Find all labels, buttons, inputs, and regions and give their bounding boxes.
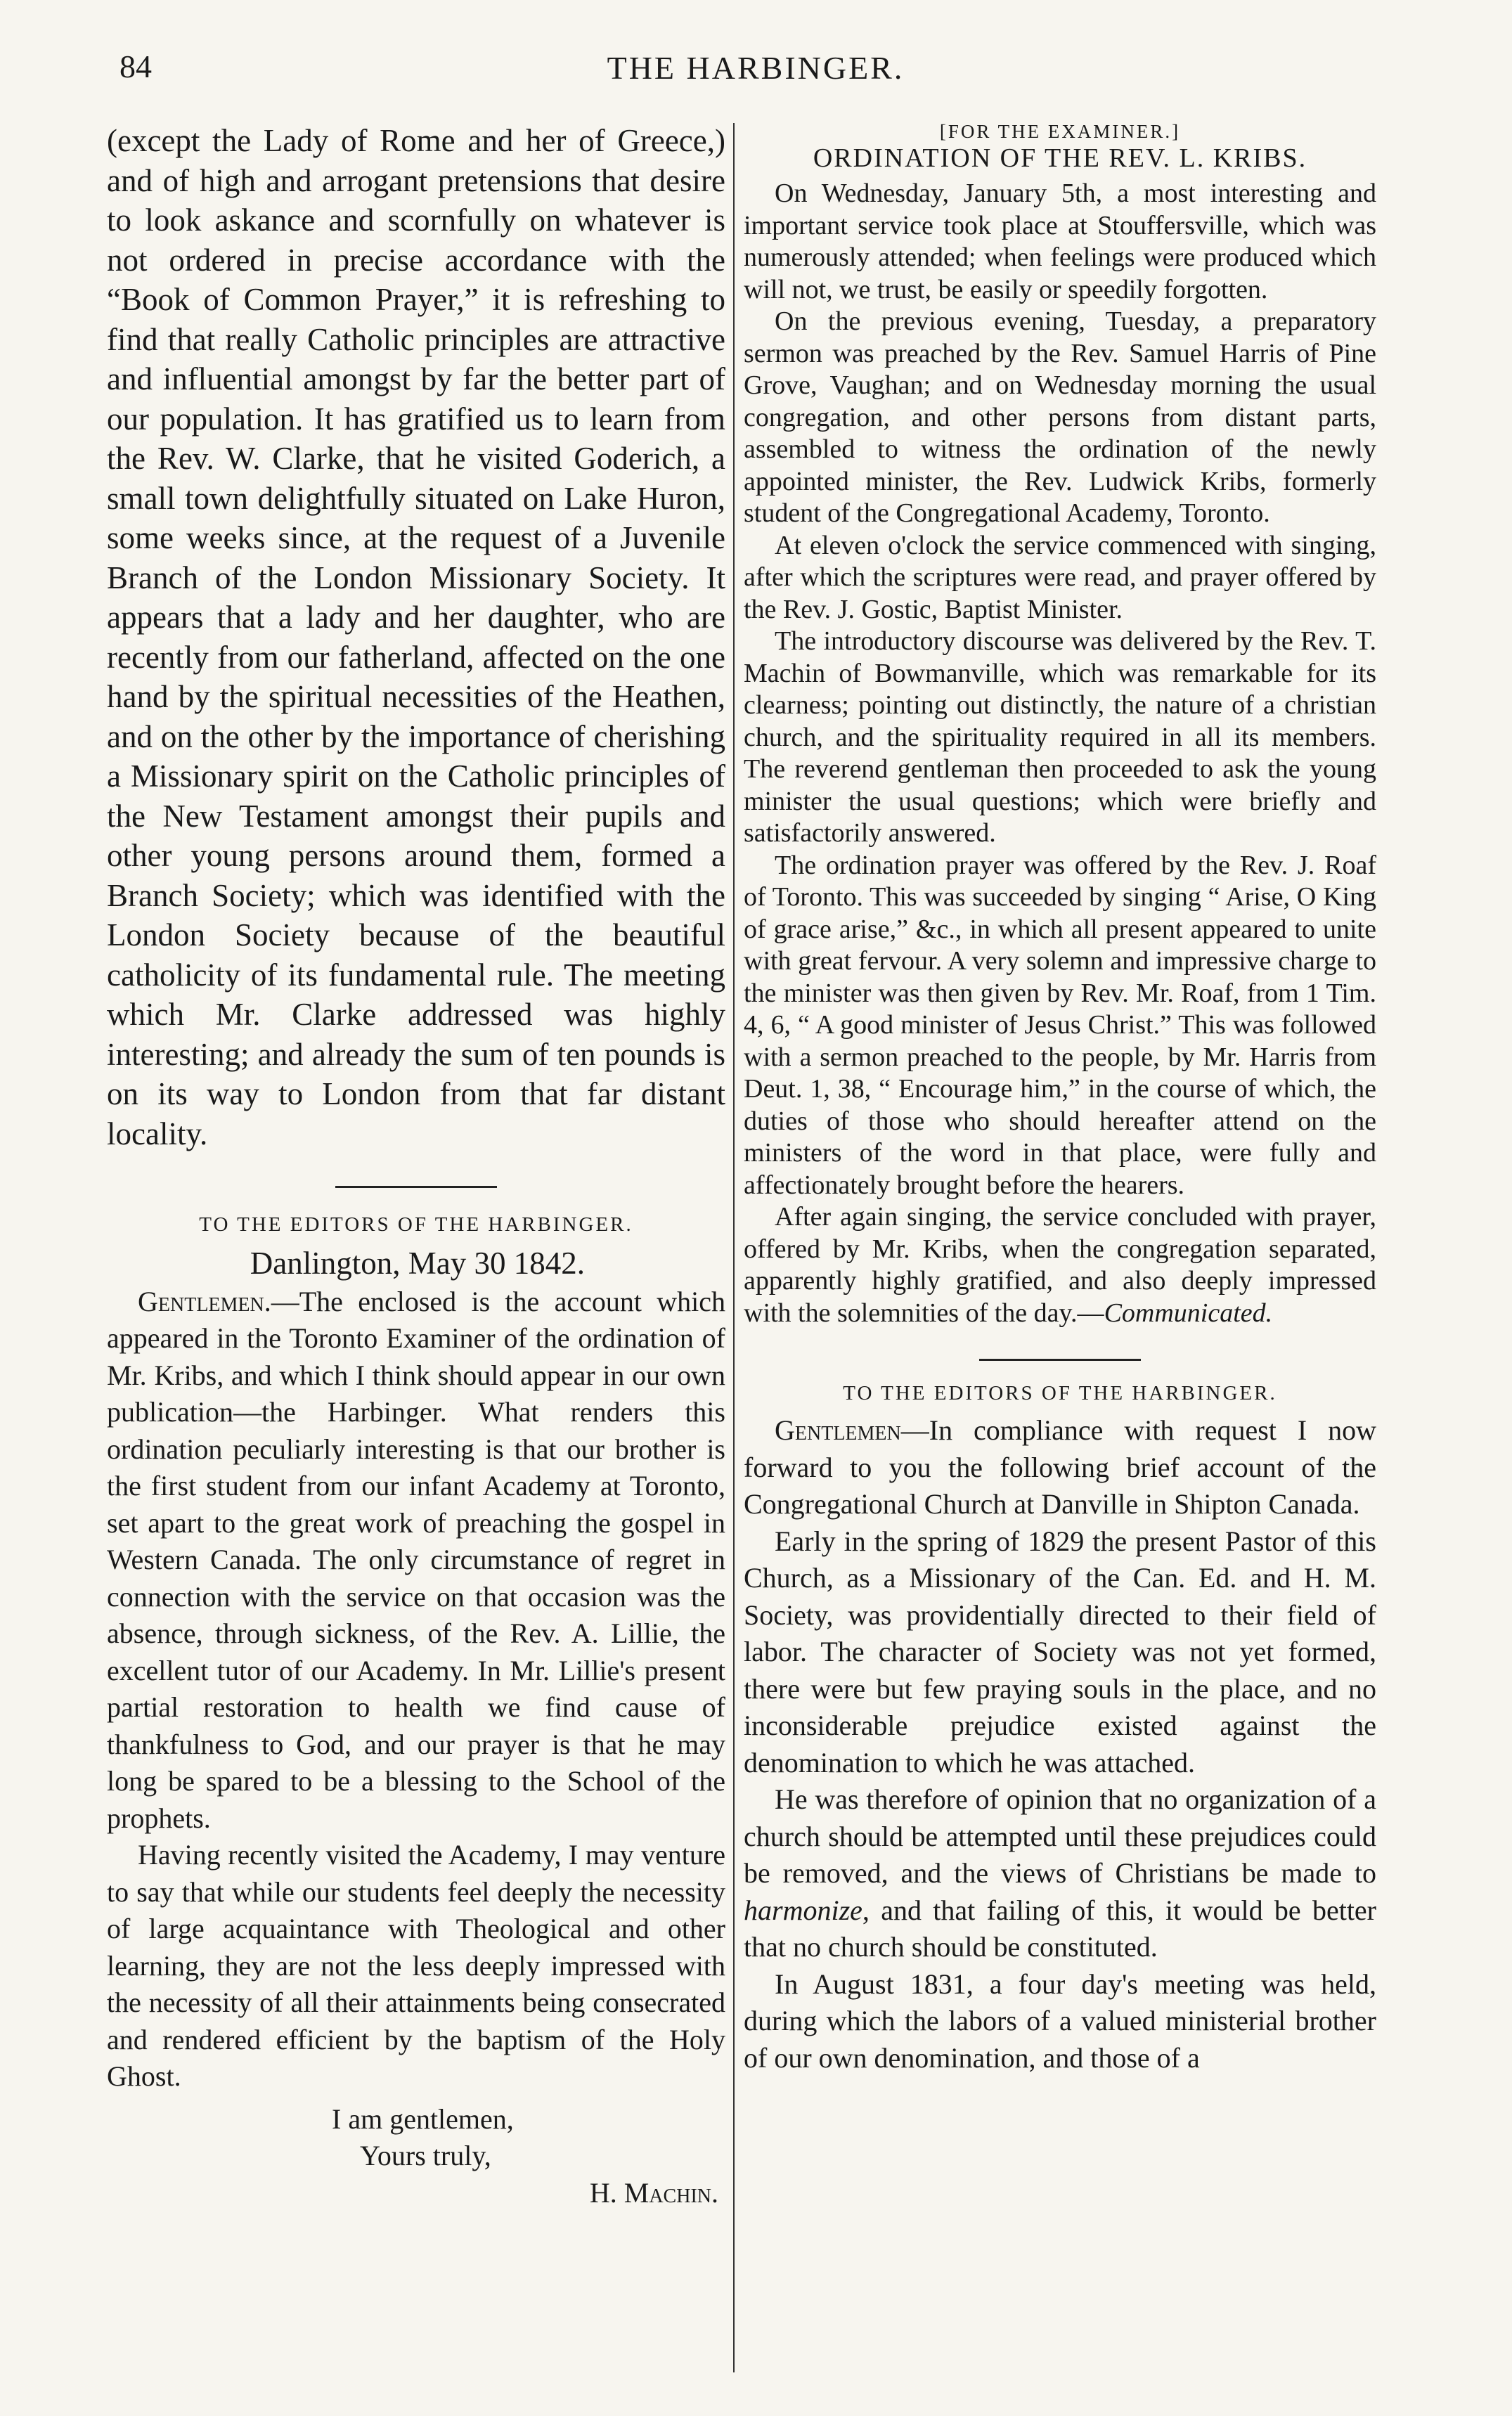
closing-line-2: Yours truly, xyxy=(360,2140,491,2171)
article-paragraph-final xyxy=(744,1201,1376,1329)
closing-line-1: I am gentlemen, xyxy=(332,2102,514,2135)
section-rule xyxy=(335,1186,497,1188)
letter-paragraph-1-text: —The enclosed is the account which appeared in the Toronto Examiner of the ordination of Mr. Kribs, and which I think should appear in our own publication—the Harbinger. What renders this ordination peculiarly interesting is that our brother is the first student from our infant Academy at Toronto, set apart to the great work of preaching the gospel in Western Canada. The only circumstance of regret in connection with the service on that occasion was the absence, through sickness, of the Rev. A. Lillie, the excellent tutor of our Academy. In Mr. Lillie's present partial restoration to health we find cause of thankfulness to God, and our prayer is that he may long be spared to be a blessing to the School of the prophets. xyxy=(107,1285,725,1834)
dateline: Danlington, May 30 1842. xyxy=(250,1246,585,1281)
letter-text-part: He was therefore of opinion that no organization of a church should be attempted until these prejudices could be removed, and the views of Christians be made to xyxy=(744,1783,1376,1889)
letter-paragraph xyxy=(744,1412,1376,1523)
letter-paragraph: Early in the spring of 1829 the present Pastor of this Church, as a Missionary of the Can. Ed. and H. M. Society, was providentially directed to their field of labor. The character of Society was not yet formed, there were but few praying souls in the place, and no inconsiderable prejudice existed against the denomination to which he was attached. xyxy=(744,1525,1376,1778)
article-paragraph: On the previous evening, Tuesday, a preparatory sermon was preached by the Rev. Samuel Harris of Pine Grove, Vaughan; and on Wednesday morning the usual congregation, and other persons from distant parts, assembled to witness the ordination of the newly appointed minister, the Rev. Ludwick Kribs, formerly student of the Congregational Academy, Toronto. xyxy=(744,306,1376,528)
letter-paragraph: In August 1831, a four day's meeting was held, during which the labors of a valued ministerial brother of our own denomination, and those of a xyxy=(744,1968,1376,2074)
article-paragraph: At eleven o'clock the service commenced with singing, after which the scriptures were read, and prayer offered by the Rev. J. Gostic, Baptist Minister. xyxy=(744,530,1376,624)
letter-paragraph-1 xyxy=(107,1284,725,1837)
article-title: ORDINATION OF THE REV. L. KRIBS. xyxy=(813,143,1307,173)
column-divider xyxy=(733,123,735,2372)
continued-paragraph: (except the Lady of Rome and her of Greece,) and of high and arrogant pretensions that desire to look askance and scornfully on whatever is not ordered in precise accordance with the “Book of Common Prayer,” it is refreshing to find that really Catholic principles are attractive and influential amongst by far the better part of our population. It has gratified us to learn from the Rev. W. Clarke, that he visited Goderich, a small town delightfully situated on Lake Huron, some weeks since, at the request of a Juvenile Branch of the London Missionary Society. It appears that a lady and her daughter, who are recently from our fatherland, affected on the one hand by the spiritual necessities of the Heathen, and on the other by the importance of cherishing a Missionary spirit on the Catholic principles of the New Testament amongst their pupils and other young persons around them, formed a Branch Society; which was identified with the London Society because of the beautiful catholicity of its fundamental rule. The meeting which Mr. Clarke addressed was highly interesting; and already the sum of ten pounds is on its way to London from that far distant locality. xyxy=(107,123,725,1151)
communicated-note: Communicated. xyxy=(1104,1298,1273,1328)
emphasis: harmonize xyxy=(744,1894,862,1926)
article-paragraph: The introductory discourse was delivered by the Rev. T. Machin of Bowmanville, which was remarkable for its clearness; pointing out distinctly, the nature of a christian church, and the spirituality required in all its members. The reverend gentleman then proceeded to ask the young minister the usual questions; which were briefly and satisfactorily answered. xyxy=(744,626,1376,848)
letter-paragraph-2: Having recently visited the Academy, I may venture to say that while our students feel deeply the necessity of large acquaintance with Theological and other learning, they are not the less deeply impressed with the necessity of all their attainments being consecrated and rendered efficient by the baptism of the Holy Ghost. xyxy=(107,1839,725,2092)
right-column xyxy=(744,121,1376,2076)
salutation: Gentlemen. xyxy=(138,1285,271,1317)
signature: H. Machin. xyxy=(589,2176,718,2209)
section-rule xyxy=(979,1359,1141,1361)
letter-paragraph-text: —In compliance with request I now forward to you the following brief account of the Congregational Church at Danville in Shipton Canada. xyxy=(744,1414,1376,1520)
salutation: Gentlemen xyxy=(775,1414,901,1446)
letter-paragraph xyxy=(744,1781,1376,1966)
letter-heading: TO THE EDITORS OF THE HARBINGER. xyxy=(843,1382,1277,1404)
article-paragraph: The ordination prayer was offered by the Rev. J. Roaf of Toronto. This was succeeded by singing “ Arise, O King of grace arise,” &c., in which all present appeared to unite with great fervour. A very solemn and impressive charge to the minister was then given by Rev. Mr. Roaf, from 1 Tim. 4, 6, “ A good minister of Jesus Christ.” This was followed with a sermon preached to the people, by Mr. Harris from Deut. 1, 38, “ Encourage him,” in the course of which, the duties of those who should hereafter attend on the ministers of the word in that place, were fully and affectionately brought before the hearers. xyxy=(744,850,1376,1200)
article-paragraph: On Wednesday, January 5th, a most interesting and important service took place at Stouffersville, which was numerously attended; when feelings were produced which will not, we trust, be easily or speedily forgotten. xyxy=(744,179,1376,304)
letter-heading: TO THE EDITORS OF THE HARBINGER. xyxy=(199,1213,633,1236)
letter-text-part: , and that failing of this, it would be better that no church should be constituted. xyxy=(744,1894,1376,1963)
page-number: 84 xyxy=(119,49,152,84)
article-paragraph-text: After again singing, the service concluded with prayer, offered by Mr. Kribs, when the congregation separated, apparently highly gratified, and also deeply impressed with the solemnities of the day.— xyxy=(744,1202,1376,1328)
left-column xyxy=(107,121,725,2211)
running-head: THE HARBINGER. xyxy=(607,50,905,86)
page-header xyxy=(119,44,1392,100)
source-note: [FOR THE EXAMINER.] xyxy=(939,121,1181,142)
